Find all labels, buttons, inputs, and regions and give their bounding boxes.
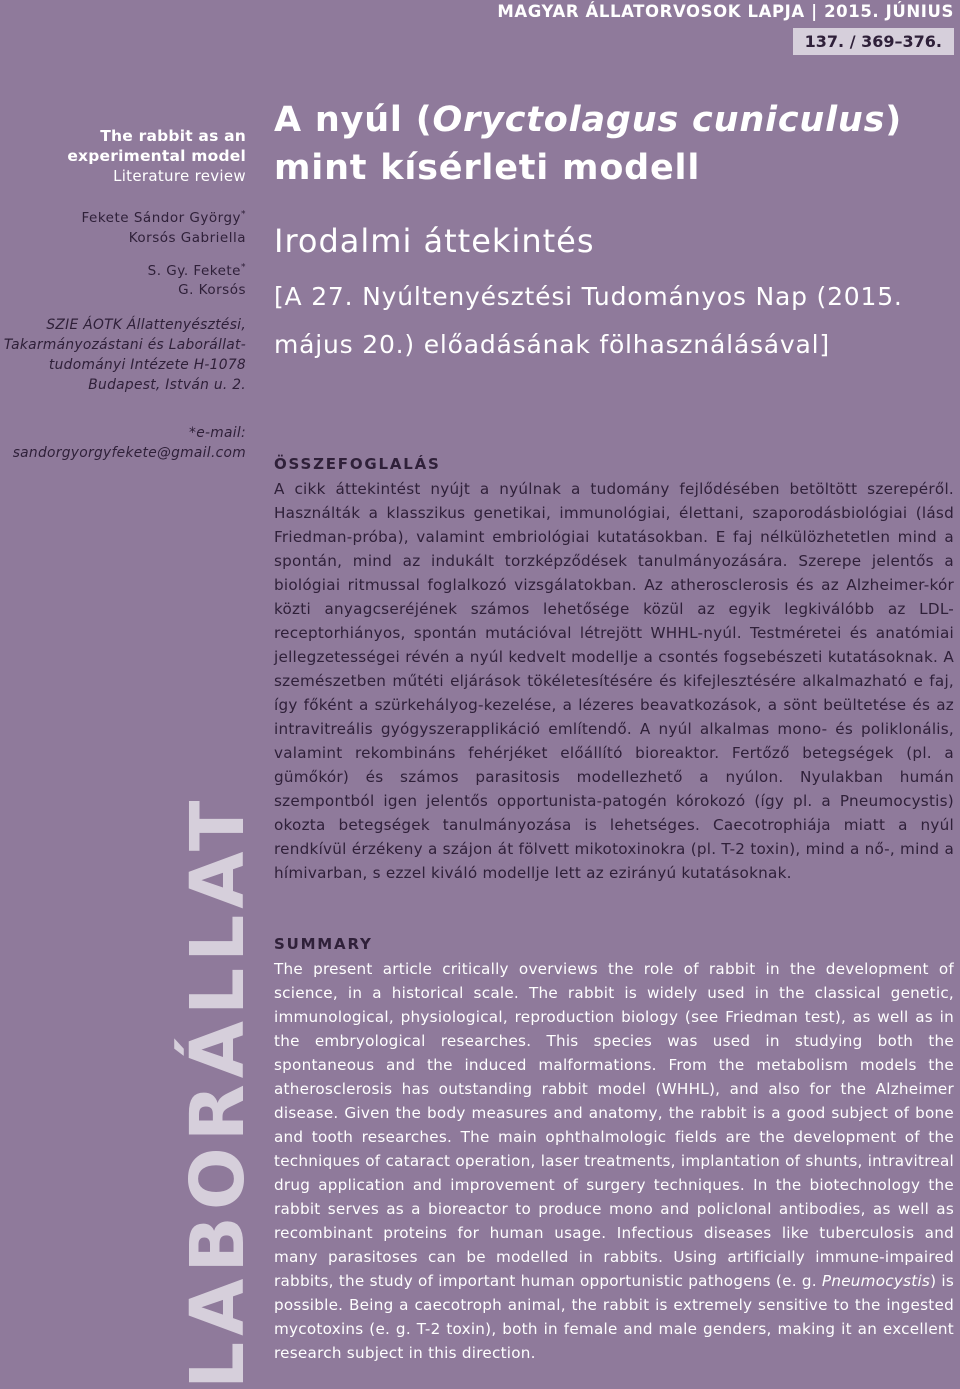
title-latin-name: Oryctolagus cuniculus <box>432 100 886 140</box>
author-sidebar <box>0 126 246 463</box>
english-subtitle: Literature review <box>113 167 246 185</box>
author-1-short: S. Gy. Fekete* <box>147 262 246 279</box>
title-part-2: ) mint kísérleti modell <box>274 100 903 188</box>
contact-email <box>0 423 246 463</box>
section-vertical-label: LABORÁLLAT <box>175 794 261 1389</box>
issue-pages-badge: 137. / 369–376. <box>793 28 954 55</box>
summary-text: The present article critically overviews the role of rabbit in the development of science, in a historical scale. The rabbit is widely used in the classical genetic, immunological, physiological, reproduction biology (see Friedman test), as well as in the embryological researches. This species was used in studying both the spontaneous and the induced malformations. From the metabolism models the atherosclerosis has outstanding rabbit model (WHHL), and also for the Alzheimer disease. Given the body measures and anatomy, the rabbit is a good subject of bone and tooth researches. The main ophthalmologic fields are the development of the techniques of cataract operation, laser treatments, implantation of shunts, intravitreal drug application and improvement of surgery techniques. In the biotechnology the rabbit serves as a bioreactor to produce mono and policlonal antibodies, as well as recombinant proteins for human usage. Infectious diseases like tuberculosis and many parasitoses can be modelled in rabbits. Using artificially immune-impaired rabbits, the study of important human opportunistic pathogens (e. g. Pneumocystis) is possible. Being a caecotroph animal, the rabbit is extremely sensitive to the ingested mycotoxins (e. g. T-2 toxin), both in female and male genders, making it an excellent research subject in this direction. <box>274 960 954 1362</box>
english-title: The rabbit as an experimental model <box>67 127 246 165</box>
article-subtitle: Irodalmi áttekintés <box>274 222 595 260</box>
summary-heading: SUMMARY <box>274 935 373 953</box>
authors-full <box>0 208 246 248</box>
article-title <box>274 96 954 192</box>
abstract-heading: ÖSSZEFOGLALÁS <box>274 455 441 473</box>
journal-header: MAGYAR ÁLLATORVOSOK LAPJA | 2015. JÚNIUS <box>497 2 954 21</box>
author-2: Korsós Gabriella <box>128 230 246 246</box>
pathogen-name: Pneumocystis <box>821 1272 931 1290</box>
authors-short <box>0 262 246 300</box>
lecture-note: [A 27. Nyúltenyésztési Tudományos Nap (2015. május 20.) előadásának fölhasználásával] <box>274 282 903 359</box>
author-2-short: G. Korsós <box>178 282 246 298</box>
affiliation: SZIE ÁOTK Állattenyésztési, Takarmányozástani és Laborállat-tudományi Intézete H-1078 Budapest, István u. 2. <box>3 317 246 393</box>
title-part-1: A nyúl ( <box>274 100 433 140</box>
email-address: sandorgyorgyfekete@gmail.com <box>12 445 246 461</box>
email-label: *e-mail: <box>189 425 246 441</box>
abstract-text: A cikk áttekintést nyújt a nyúlnak a tudomány fejlődésében betöltött szerepéről. Használták a klasszikus genetikai, immunológiai, élettani, szaporodásbiológiai (lásd Friedman-próba), valamint embriológiai kutatásokban. E faj nélkülözhetetlen mind a spontán, mind az indukált torzképződések tanulmányozására. Szerepe jelentős a biológiai ritmussal foglalkozó vizsgálatokban. Az atherosclerosis és az Alzheimer-kór közti anyagcseréjének számos lehetősége közül az egyik legkiválóbb az LDL-receptorhiányos, spontán mutációval létrejött WHHL-nyúl. Testméretei és anatómiai jellegzetességei révén a nyúl kedvelt modellje a csontés fogsebészeti kutatásoknak. A szemészetben műtéti eljárások tökéletesítésére és kifejlesztésére alkalmazható e faj, így főként a szürkehályog-kezelése, a lézeres beavatkozások, a sönt beültetése és az intravitreális gyógyszerapplikáció említendő. A nyúl alkalmas mono- és poliklonális, valamint rekombináns fehérjéket előállító bioreaktor. Fertőző betegségek (pl. a gümőkór) és számos parasitosis modellezhető a nyúlon. Nyulakban humán szempontból igen jelentős opportunista-patogén kórokozó (így pl. a Pneumocystis) okozta betegségek tanulmányozása is lehetséges. Caecotrophiája miatt a nyúl rendkívül érzékeny a szájon át fölvett mikotoxinokra (pl. T-2 toxin), mind a nő-, mind a hímivarban, s ezzel kiváló modellje lett az ezirányú kutatásoknak. <box>274 480 954 882</box>
author-1: Fekete Sándor György* <box>81 209 246 226</box>
